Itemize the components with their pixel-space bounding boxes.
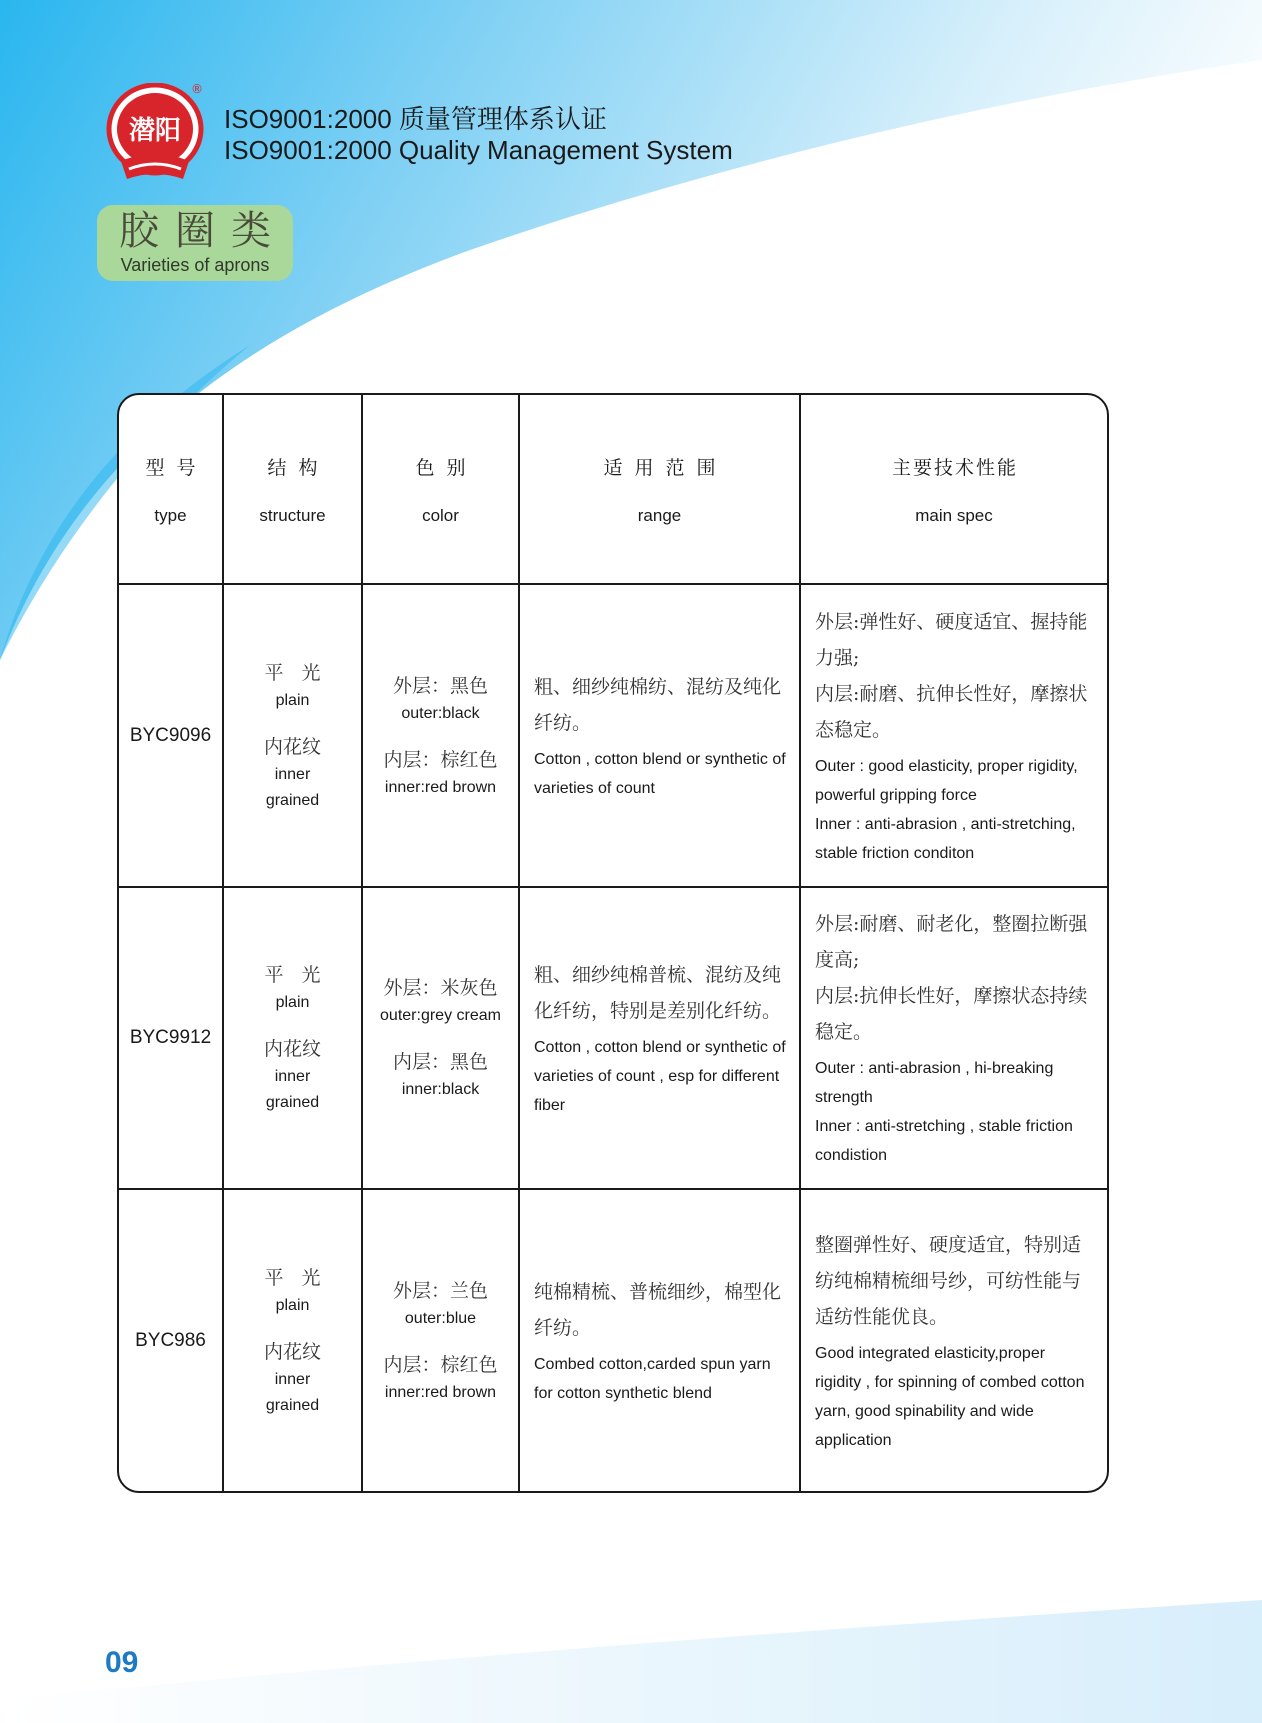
range-cell: 粗、细纱纯棉纺、混纺及纯化纤纺。 Cotton , cotton blend or synthetic of varieties of count bbox=[519, 584, 800, 887]
header-cell: 型号 type bbox=[119, 395, 223, 584]
color-cell: 外层：米灰色 outer:grey cream 内层：黑色 inner:black bbox=[362, 887, 519, 1190]
color-cell: 外层：黑色 outer:black 内层：棕红色 inner:red brown bbox=[362, 584, 519, 887]
type-cell: BYC986 bbox=[119, 1189, 223, 1491]
header-cell: 主要技术性能 main spec bbox=[800, 395, 1107, 584]
structure-cell: 平光 plain 内花纹 inner grained bbox=[223, 1189, 362, 1491]
header-cell: 结构 structure bbox=[223, 395, 362, 584]
iso-cn: ISO9001:2000 质量管理体系认证 bbox=[224, 104, 607, 134]
iso-en: ISO9001:2000 Quality Management System bbox=[224, 135, 733, 165]
spec-table bbox=[117, 393, 1109, 1493]
spec-cell: 整圈弹性好、硬度适宜，特别适纺纯棉精梳细号纱，可纺性能与适纺性能优良。 Good integrated elasticity,proper rigidity , for spinning of combed cotton yarn, good spinability and wide application bbox=[800, 1189, 1107, 1491]
table-row bbox=[119, 1189, 1107, 1491]
iso-certification bbox=[224, 104, 733, 166]
company-logo bbox=[105, 83, 205, 183]
table-row bbox=[119, 584, 1107, 887]
type-cell: BYC9096 bbox=[119, 584, 223, 887]
structure-cell: 平光 plain 内花纹 inner grained bbox=[223, 887, 362, 1190]
table-row bbox=[119, 887, 1107, 1190]
color-cell: 外层：兰色 outer:blue 内层：棕红色 inner:red brown bbox=[362, 1189, 519, 1491]
page-number: 09 bbox=[105, 1646, 139, 1679]
logo-text: 潜阳 bbox=[128, 116, 182, 146]
range-cell: 粗、细纱纯棉普梳、混纺及纯化纤纺，特别是差别化纤纺。 Cotton , cotton blend or synthetic of varieties of count , esp for different fiber bbox=[519, 887, 800, 1190]
category-en: Varieties of aprons bbox=[120, 255, 270, 275]
header-cell: 色别 color bbox=[362, 395, 519, 584]
type-cell: BYC9912 bbox=[119, 887, 223, 1190]
category-badge bbox=[97, 205, 293, 281]
spec-cell: 外层:弹性好、硬度适宜、握持能力强; 内层:耐磨、抗伸长性好，摩擦状态稳定。 Outer : good elasticity, proper rigidity, powerful gripping force Inner : anti-abrasion , anti-stretching, stable friction conditon bbox=[800, 584, 1107, 887]
registered-mark: ® bbox=[191, 83, 203, 96]
range-cell: 纯棉精梳、普梳细纱，棉型化纤纺。 Combed cotton,carded spun yarn for cotton synthetic blend bbox=[519, 1189, 800, 1491]
header-cell: 适用范围 range bbox=[519, 395, 800, 584]
category-cn: 胶圈类 bbox=[119, 208, 287, 254]
table-header-row bbox=[119, 395, 1107, 584]
structure-cell: 平光 plain 内花纹 inner grained bbox=[223, 584, 362, 887]
spec-cell: 外层:耐磨、耐老化，整圈拉断强度高; 内层:抗伸长性好，摩擦状态持续稳定。 Outer : anti-abrasion , hi-breaking strength Inner : anti-stretching , stable friction condistion bbox=[800, 887, 1107, 1190]
